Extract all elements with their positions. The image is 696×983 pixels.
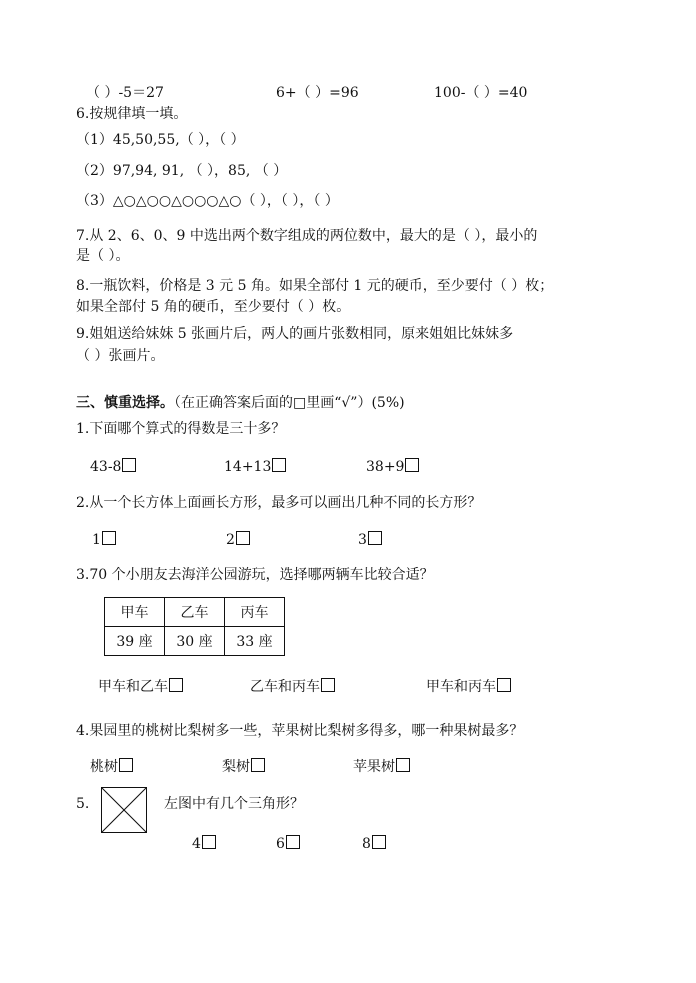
- c3-option-1-checkbox[interactable]: [169, 678, 183, 692]
- crossed-square-figure: [101, 787, 147, 833]
- section-3-title: 三、慎重选择。: [76, 395, 174, 411]
- c5-option-3-checkbox[interactable]: [372, 835, 386, 849]
- c5-option-1-checkbox[interactable]: [202, 835, 216, 849]
- c4-option-1[interactable]: [90, 758, 133, 776]
- c1-option-2-label: 14+13: [224, 459, 272, 475]
- table-cell: 33 座: [225, 627, 285, 656]
- c3-question: 3.70 个小朋友去海洋公园游玩，选择哪两辆车比较合适？: [76, 567, 434, 583]
- q8-line-1: 8.一瓶饮料，价格是 3 元 5 角。如果全部付 1 元的硬币，至少要付（ ）枚；: [76, 278, 554, 294]
- c2-option-1-checkbox[interactable]: [102, 531, 116, 545]
- table-row: [105, 627, 285, 656]
- q6-line-1: （1）45,50,55,（ ），（ ）: [76, 132, 245, 148]
- table-cell: 30 座: [165, 627, 225, 656]
- c2-option-2-label: 2: [226, 532, 235, 548]
- table-cell: 39 座: [105, 627, 165, 656]
- table-header-cell: 甲车: [105, 598, 165, 627]
- c4-option-1-checkbox[interactable]: [119, 758, 133, 772]
- c2-option-3-label: 3: [358, 532, 367, 548]
- c5-option-3[interactable]: [362, 835, 386, 853]
- c4-option-3-label: 苹果树: [353, 759, 395, 775]
- c5-option-1-label: 4: [192, 836, 201, 852]
- c1-option-2-checkbox[interactable]: [272, 458, 286, 472]
- c1-option-3[interactable]: [366, 458, 419, 476]
- q5-blank-a: （ ）-5＝27: [86, 85, 164, 101]
- c1-option-3-checkbox[interactable]: [405, 458, 419, 472]
- c5-option-2-checkbox[interactable]: [286, 835, 300, 849]
- c1-question: 1.下面哪个算式的得数是三十多？: [76, 421, 286, 437]
- c5-option-2-label: 6: [276, 836, 285, 852]
- q5-blank-c: 100-（ ）=40: [434, 85, 528, 101]
- c2-option-2-checkbox[interactable]: [236, 531, 250, 545]
- c1-option-1-checkbox[interactable]: [122, 458, 136, 472]
- c4-option-2-label: 梨树: [222, 759, 250, 775]
- c3-option-3-label: 甲车和丙车: [426, 679, 496, 695]
- table-header-cell: 丙车: [225, 598, 285, 627]
- q8-line-2: 如果全部付 5 角的硬币，至少要付（ ）枚。: [76, 299, 351, 315]
- c1-option-1-label: 43-8: [90, 459, 122, 475]
- c2-question: 2.从一个长方体上面画长方形，最多可以画出几种不同的长方形？: [76, 495, 482, 511]
- c5-option-2[interactable]: [276, 835, 300, 853]
- table-header-cell: 乙车: [165, 598, 225, 627]
- c5-option-3-label: 8: [362, 836, 371, 852]
- c4-question: 4.果园里的桃树比梨树多一些，苹果树比梨树多得多，哪一种果树最多？: [76, 723, 524, 739]
- c4-option-2[interactable]: [222, 758, 265, 776]
- c1-option-1[interactable]: [90, 458, 136, 476]
- c4-option-3-checkbox[interactable]: [396, 758, 410, 772]
- c2-option-3-checkbox[interactable]: [368, 531, 382, 545]
- c2-option-1-label: 1: [92, 532, 101, 548]
- c1-option-2[interactable]: [224, 458, 286, 476]
- q9-line-1: 9.姐姐送给妹妹 5 张画片后，两人的画片张数相同，原来姐姐比妹妹多: [76, 326, 514, 342]
- c4-option-1-label: 桃树: [90, 759, 118, 775]
- bus-seat-table: [104, 597, 285, 656]
- c3-option-2[interactable]: [250, 678, 335, 696]
- section-3-note: （在正确答案后面的□里画“√”）(5%): [174, 395, 405, 411]
- c4-option-3[interactable]: [353, 758, 410, 776]
- q6-title: 6.按规律填一填。: [76, 106, 188, 122]
- c3-option-1-label: 甲车和乙车: [98, 679, 168, 695]
- q6-line-3: （3）△○△○○△○○○△○（ ），（ ），（ ）: [76, 193, 339, 209]
- section-3-header: [76, 394, 405, 412]
- c3-option-2-checkbox[interactable]: [321, 678, 335, 692]
- q7-line-1: 7.从 2、6、0、9 中选出两个数字组成的两位数中，最大的是（ ），最小的: [76, 228, 538, 244]
- c2-option-1[interactable]: [92, 531, 116, 549]
- c2-option-2[interactable]: [226, 531, 250, 549]
- c3-option-3-checkbox[interactable]: [497, 678, 511, 692]
- c5-option-1[interactable]: [192, 835, 216, 853]
- q5-blank-b: 6+（ ）=96: [276, 85, 359, 101]
- c4-option-2-checkbox[interactable]: [251, 758, 265, 772]
- c3-option-1[interactable]: [98, 678, 183, 696]
- c2-option-3[interactable]: [358, 531, 382, 549]
- c5-number: 5.: [76, 796, 90, 812]
- table-row: [105, 598, 285, 627]
- q9-line-2: （ ）张画片。: [76, 348, 165, 364]
- c3-option-3[interactable]: [426, 678, 511, 696]
- q6-line-2: （2）97,94, 91, （ ），85, （ ）: [76, 163, 288, 179]
- c1-option-3-label: 38+9: [366, 459, 405, 475]
- c5-question: 左图中有几个三角形？: [164, 796, 304, 812]
- c3-option-2-label: 乙车和丙车: [250, 679, 320, 695]
- q7-line-2: 是（ ）。: [76, 248, 130, 264]
